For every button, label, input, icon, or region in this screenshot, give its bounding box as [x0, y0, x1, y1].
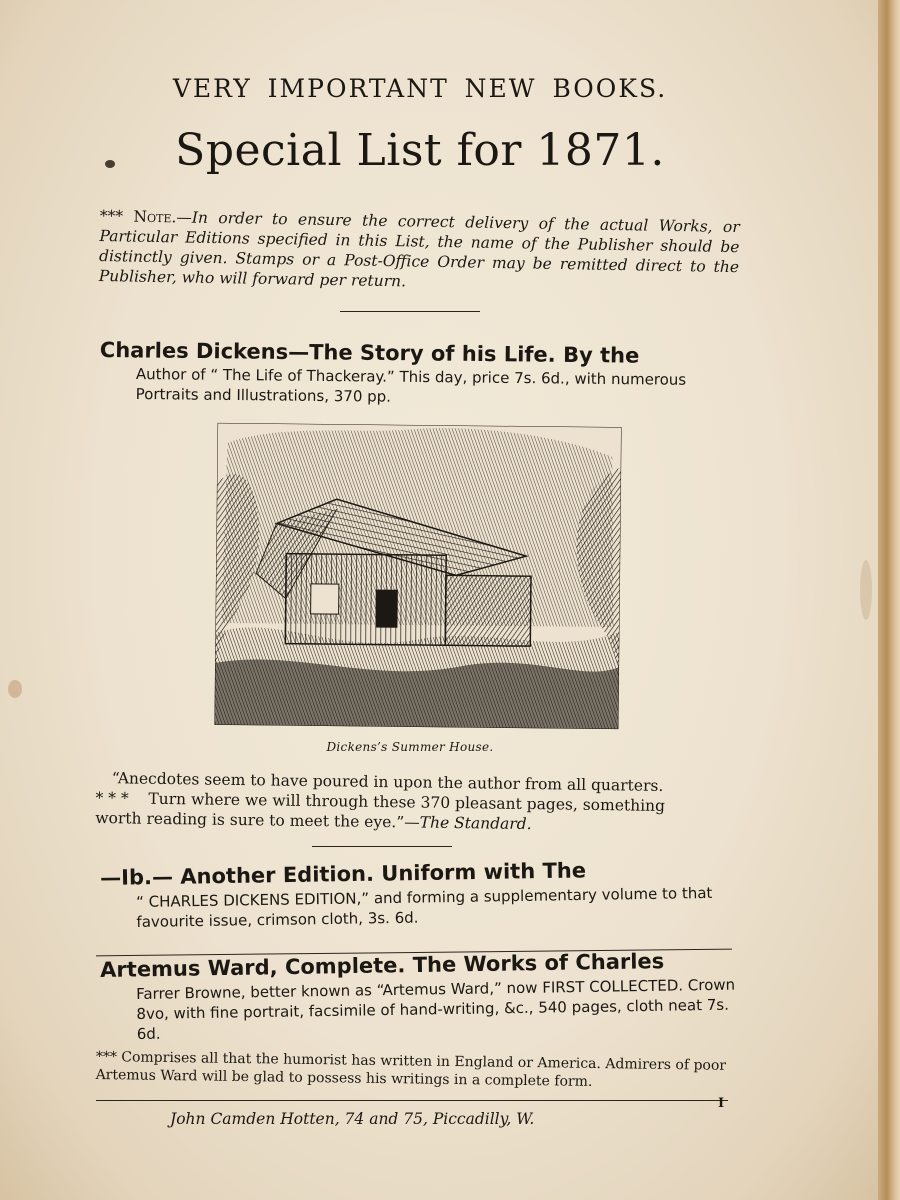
- note-text: —In order to ensure the correct delivery of the actual Works, or Particular Editions specified in this List, the name of the Publisher should be distinctly given. Stamps or a Post-Office Order may be remitted direct to the Publisher, who will forward per return.: [98, 208, 740, 291]
- quote-source: The Standard.: [419, 813, 532, 834]
- entry-artemus-ward-title: Artemus Ward, Complete. The Works of Charles: [100, 949, 665, 982]
- entry-artemus-ward-footnote: *** Comprises all that the humorist has written in England or America. Admirers of poor Artemus Ward will be glad to possess his writings in a complete form.: [95, 1048, 727, 1090]
- header-overline: VERY IMPORTANT NEW BOOKS.: [172, 74, 668, 103]
- note-asterism: ***: [99, 206, 134, 226]
- summer-house-engraving: [214, 423, 621, 729]
- page-title: Special List for 1871.: [175, 125, 665, 176]
- entry-dickens-title-text: Charles Dickens—The Story of his Life.: [99, 338, 556, 367]
- quote-stars: * * *: [95, 788, 129, 808]
- divider: [340, 311, 480, 312]
- entry-artemus-ward-body: Farrer Browne, better known as “Artemus Ward,” now FIRST COLLECTED. Crown 8vo, with fine portrait, facsimile of hand-writing, &c., 540 pages, cloth neat 7s. 6d.: [136, 975, 736, 1043]
- quote-line-3-text: worth reading is sure to meet the eye.”—: [95, 808, 420, 832]
- entry-another-edition-body: “ CHARLES DICKENS EDITION,” and forming a supplementary volume to that favourite issue, crimson cloth, 3s. 6d.: [136, 883, 713, 931]
- entry-dickens-title-tail: By the: [562, 342, 640, 368]
- review-quote: [95, 768, 736, 837]
- divider: [312, 846, 452, 847]
- illustration-caption: Dickens’s Summer House.: [326, 740, 494, 754]
- publisher-note: [99, 206, 740, 297]
- foxing-stain: [8, 680, 22, 698]
- page-number: I: [718, 1096, 725, 1111]
- footer-rule: [96, 1100, 728, 1101]
- entry-another-edition-title: —Ib.— Another Edition. Uniform with The: [100, 858, 587, 890]
- quote-line-2-text: Turn where we will through these 370 pleasant pages, something: [148, 789, 666, 815]
- publisher-imprint: John Camden Hotten, 74 and 75, Piccadilly, W.: [170, 1110, 535, 1128]
- entry-dickens-body: Author of “ The Life of Thackeray.” This day, price 7s. 6d., with numerous Portraits and Illustrations, 370 pp.: [135, 364, 687, 406]
- note-label: Note.: [133, 207, 177, 227]
- page-edge: [878, 0, 900, 1200]
- quote-line-1: “Anecdotes seem to have poured in upon the author from all quarters.: [111, 769, 664, 795]
- foxing-stain: [860, 560, 872, 620]
